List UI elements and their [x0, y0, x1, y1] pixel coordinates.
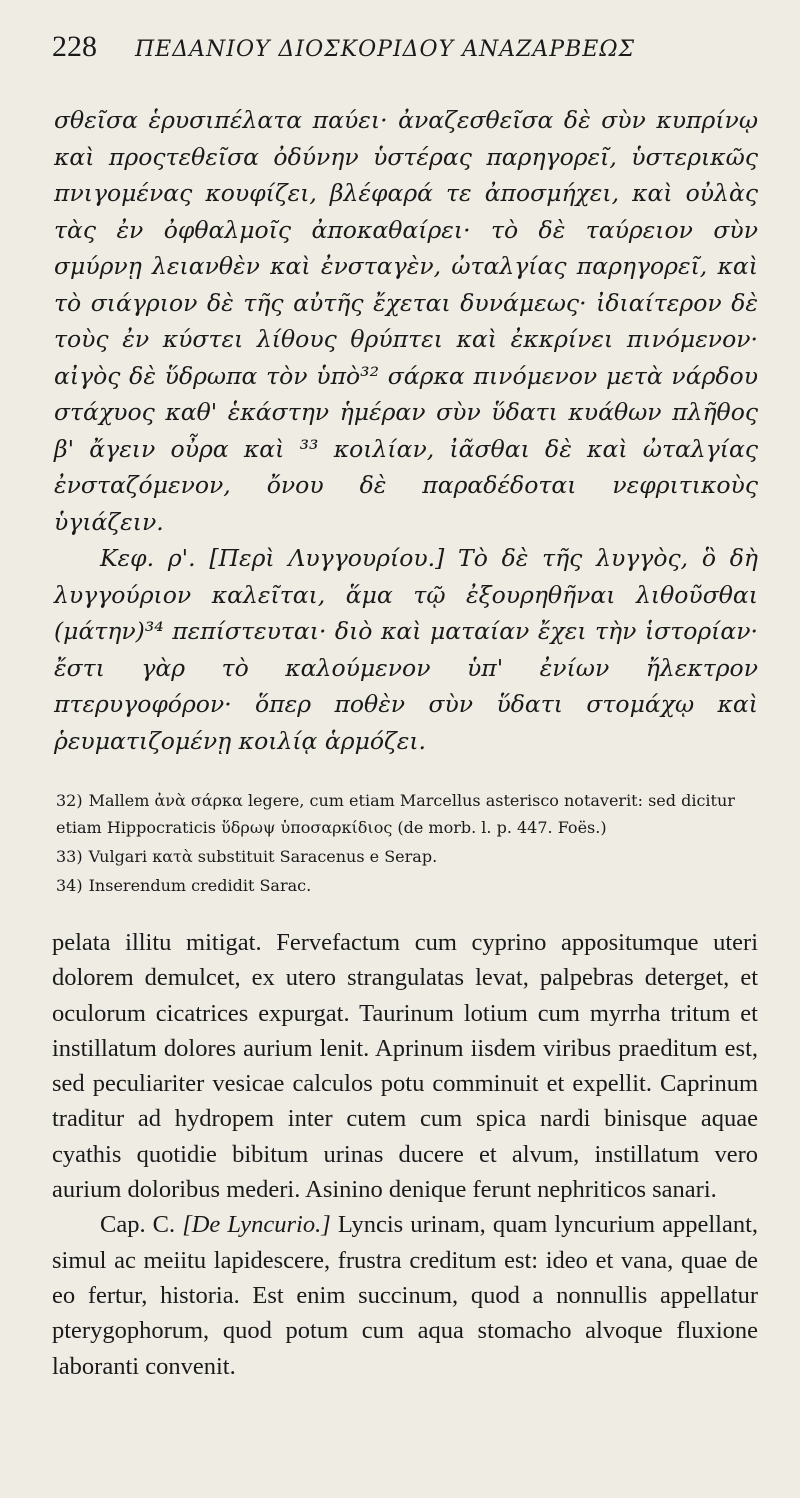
latin-paragraph: pelata illitu mitigat. Fervefactum cum cyprino appositumque uteri dolorem demulcet, ex utero strangulatas levat, palpebras deterget, et oculorum cicatrices expurgat. Taurinum lotium cum myrrha tritum et instillatum dolores aurium lenit. Aprinum iisdem viribus praeditum est, sed peculiariter vesicae calculos potu comminuit et expellit. Caprinum traditur ad hydropem inter cutem cum spica nardi binisque aquae cyathis quotidie bibitum urinas ducere et alvum, instillatum vero aurium doloribus mederi. Asinino denique ferunt nephriticos sanari.	[52, 929, 758, 1204]
footnote-text: Mallem ἀνὰ σάρκα legere, cum etiam Marcellus asterisco notaverit: sed dicitur etiam Hippocraticis ὕδρωψ ὑποσαρκίδιος (de morb. l. p. 447. Foës.)	[56, 791, 735, 837]
greek-chapter-body: Τὸ δὲ τῆς λυγγὸς, ὃ δὴ λυγγούριον καλεῖται, ἅμα τῷ ἐξουρηθῆναι λιθοῦσθαι (μάτην)³⁴ πεπίστευται· διὸ καὶ ματαίαν ἔχει τὴν ἱστορίαν· ἔστι γὰρ τὸ καλούμενον ὑπ' ἐνίων ἤλεκτρον πτερυγοφόρον· ὅπερ ποθὲν σὺν ὕδατι στομάχῳ καὶ ῥευματιζομένῃ κοιλίᾳ ἁρμόζει.	[54, 544, 758, 755]
running-head: ΠΕΔΑΝΙΟΥ ΔΙΟΣΚΟΡΙΔΟΥ ΑΝΑΖΑΡΒΕΩΣ	[135, 37, 636, 62]
footnote	[56, 843, 758, 870]
greek-chapter-label: Κεφ. ρ'.	[100, 544, 196, 572]
greek-chapter-paragraph	[54, 540, 758, 759]
greek-text	[52, 102, 758, 759]
footnote-text: Vulgari κατὰ substituit Saracenus e Serap.	[88, 847, 438, 866]
greek-paragraph: σθεῖσα ἑρυσιπέλατα παύει· ἀναζεσθεῖσα δὲ σὺν κυπρίνῳ καὶ προςτεθεῖσα ὀδύνην ὑστέρας παρηγορεῖ, ὑστερικῶς πνιγομένας κουφίζει, βλέφαρά τε ἀποσμήχει, καὶ οὐλὰς τὰς ἐν ὀφθαλμοῖς ἀποκαθαίρει· τὸ δὲ ταύρειον σὺν σμύρνῃ λειανθὲν καὶ ἐνσταγὲν, ὠταλγίας παρηγορεῖ, καὶ τὸ σιάγριον δὲ τῆς αὐτῆς ἔχεται δυνάμεως· ἰδιαίτερον δὲ τοὺς ἐν κύστει λίθους θρύπτει καὶ ἐκκρίνει πινόμενον· αἰγὸς δὲ ὕδρωπα τὸν ὑπὸ³² σάρκα πινόμενον μετὰ νάρδου στάχυος καθ' ἑκάστην ἡμέραν σὺν ὕδατι κυάθων πλῆθος β' ἄγειν οὖρα καὶ ³³ κοιλίαν, ἰᾶσθαι δὲ καὶ ὠταλγίας ἐνσταζόμενον, ὄνου δὲ παραδέδοται νεφριτικοὺς ὑγιάζειν.	[54, 106, 758, 536]
latin-chapter-label: Cap. C.	[100, 1211, 176, 1239]
footnote-number: 33)	[56, 847, 83, 866]
page-header	[52, 30, 758, 80]
footnote-number: 34)	[56, 876, 83, 895]
footnote	[56, 787, 758, 841]
footnote-text: Inserendum credidit Sarac.	[88, 876, 312, 895]
footnotes	[52, 787, 758, 899]
footnote	[56, 872, 758, 899]
latin-chapter-body: Lyncis urinam, quam lyncurium appellant, simul ac meiitu lapidescere, frustra creditum est: ideo et vana, quae de eo fertur, historia. Est enim succinum, quod a nonnullis appellatur pterygophorum, quod potum cum aqua stomacho alvoque fluxione laboranti convenit.	[52, 1211, 759, 1380]
latin-chapter-title: [De Lyncurio.]	[182, 1211, 331, 1239]
page-number: 228	[52, 30, 97, 63]
latin-translation	[52, 925, 758, 1384]
greek-chapter-title: [Περὶ Λυγγουρίου.]	[209, 544, 445, 572]
footnote-number: 32)	[56, 791, 83, 810]
latin-chapter-paragraph	[52, 1207, 758, 1383]
